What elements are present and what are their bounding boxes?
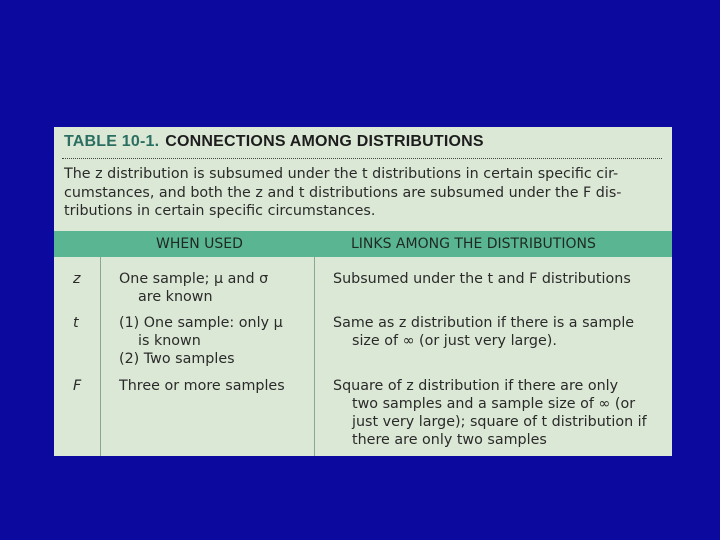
cell-line: (2) Two samples — [119, 351, 235, 367]
cell-line: Square of z distribution if there are only — [333, 378, 619, 394]
intro-line: The z distribution is subsumed under the t distributions in certain specific cir- — [64, 166, 619, 182]
table-number: TABLE 10-1. — [64, 133, 160, 150]
intro-line: tributions in certain specific circumstances. — [64, 203, 376, 219]
links-cell — [333, 314, 634, 350]
table-intro — [64, 165, 656, 221]
links-cell — [333, 270, 631, 288]
cell-line: just very large); square of t distribution if — [352, 414, 647, 430]
table-card — [54, 127, 672, 456]
column-header-links: LINKS AMONG THE DISTRIBUTIONS — [351, 236, 596, 252]
cell-line: (1) One sample: only μ — [119, 315, 283, 331]
row-symbol-f: F — [73, 378, 82, 394]
cell-line: are known — [138, 289, 213, 305]
links-cell — [333, 377, 647, 449]
caption-divider — [62, 158, 662, 159]
cell-line: is known — [138, 333, 201, 349]
when-used-cell — [119, 270, 268, 306]
row-symbol-z: z — [73, 271, 81, 287]
when-used-cell — [119, 377, 285, 395]
cell-line: two samples and a sample size of ∞ (or — [352, 396, 636, 412]
column-divider — [100, 257, 101, 456]
cell-line: size of ∞ (or just very large). — [352, 333, 557, 349]
cell-line: Subsumed under the t and F distributions — [333, 271, 631, 287]
table-caption — [64, 133, 484, 151]
table-title: CONNECTIONS AMONG DISTRIBUTIONS — [165, 133, 484, 150]
row-symbol-t: t — [73, 315, 79, 331]
column-divider — [314, 257, 315, 456]
when-used-cell — [119, 314, 283, 368]
cell-line: there are only two samples — [352, 432, 547, 448]
cell-line: One sample; μ and σ — [119, 271, 269, 287]
intro-line: cumstances, and both the z and t distributions are subsumed under the F dis- — [64, 184, 622, 201]
column-header-row — [54, 231, 672, 257]
cell-line: Three or more samples — [119, 378, 285, 394]
cell-line: Same as z distribution if there is a sample — [333, 315, 635, 331]
column-header-when-used: WHEN USED — [156, 236, 243, 252]
